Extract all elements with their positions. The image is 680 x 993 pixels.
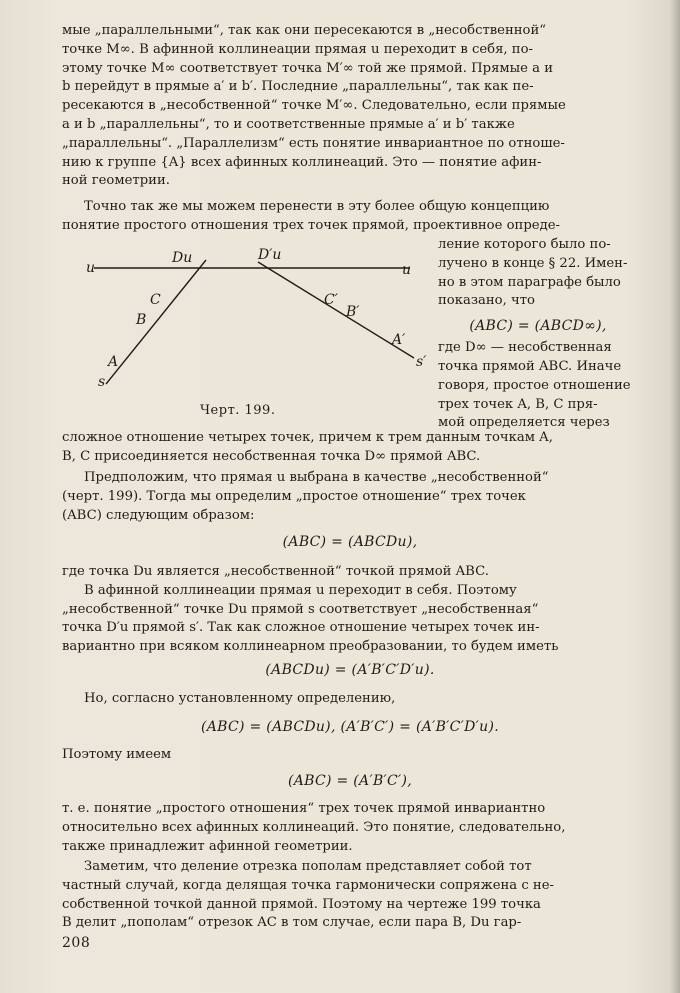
label-b: B	[136, 312, 147, 328]
text-line: точка D′u прямой s′. Так как сложное отношение четырех точек ин-	[62, 620, 540, 636]
paragraph-collineation	[62, 563, 638, 657]
formula-block-2	[62, 661, 638, 679]
text-line: (черт. 199). Тогда мы определим „простое отношение“ трех точек	[62, 488, 526, 504]
text-line: частный случай, когда делящая точка гармонически сопряжена с не-	[62, 877, 554, 893]
text-line: этому точке M∞ соответствует точка M′∞ той же прямой. Прямые a и	[62, 60, 553, 76]
text-line: показано, что	[438, 293, 535, 309]
formula-2: (ABCDu) = (A′B′C′D′u).	[265, 662, 435, 678]
figure-caption: Черт. 199.	[200, 403, 276, 418]
label-c: C	[150, 292, 161, 308]
formula-3: (ABC) = (ABCDu), (A′B′C′) = (A′B′C′D′u).	[200, 719, 499, 735]
text-line: Предположим, что прямая u выбрана в качестве „несобственной“	[84, 470, 549, 485]
text-line: относительно всех афинных коллинеаций. Это понятие, следовательно,	[62, 819, 566, 835]
side-text-column	[438, 236, 638, 433]
text-line: Точно так же мы можем перенести в эту более общую концепцию	[84, 199, 550, 214]
line-s	[106, 260, 206, 384]
page-edge-shadow	[670, 0, 680, 993]
formula-1: (ABC) = (ABCDu),	[282, 534, 418, 550]
text-line: нию к группе {A} всех афинных коллинеаций. Это — понятие афин-	[62, 154, 542, 170]
label-c-prime: C′	[324, 292, 338, 308]
text-line: вариантно при всяком коллинеарном преобразовании, то будем иметь	[62, 639, 559, 655]
text-line: В афинной коллинеации прямая u переходит в себя. Поэтому	[84, 582, 517, 598]
page-number: 208	[62, 935, 91, 951]
label-u-right: u	[402, 262, 412, 278]
text-line: Заметим, что деление отрезка пополам представляет собой тот	[84, 859, 532, 874]
label-d-u-prime: D′u	[258, 247, 282, 263]
label-a: A	[108, 354, 119, 370]
label-a-prime: A′	[392, 332, 406, 348]
text-line: Но, согласно установленному определению,	[84, 691, 396, 706]
figure-199	[80, 244, 432, 410]
text-line: ление которого было по-	[438, 237, 611, 252]
paragraph-simple-ratio-intro	[62, 198, 638, 236]
label-s-prime: s′	[416, 354, 427, 370]
text-line: мые „параллельными“, так как они пересекаются в „несобственной“	[62, 23, 547, 38]
text-line: где точка Du является „несобственной“ точкой прямой ABC.	[62, 564, 489, 579]
text-line: ной геометрии.	[62, 173, 170, 189]
paragraph-assumption	[62, 469, 638, 525]
text-line: понятие простого отношения трех точек прямой, проективное опреде-	[62, 217, 560, 233]
text-line: „несобственной“ точке Du прямой s соответствует „несобственная“	[62, 601, 539, 617]
text-line: (ABC) следующим образом:	[62, 507, 255, 523]
paragraph-bisection	[62, 858, 638, 933]
text-line: b перейдут в прямые a′ и b′. Последние „параллельны“, так как пе-	[62, 79, 534, 95]
text-line: но в этом параграфе было	[438, 274, 621, 290]
formula-block-3	[62, 718, 638, 736]
text-line: B делит „пополам“ отрезок AC в том случае, если пара B, Du гар-	[62, 915, 522, 931]
text-line: a и b „параллельны“, то и соответственные прямые a′ и b′ также	[62, 116, 515, 132]
label-b-prime: B′	[346, 304, 360, 320]
paragraph-parallelism	[62, 22, 638, 191]
paragraph-invariant	[62, 800, 638, 856]
line-s-prime	[258, 262, 414, 358]
label-d-u: Du	[172, 250, 193, 266]
text-line: Поэтому имеем	[62, 747, 172, 762]
text-line: точке M∞. В афинной коллинеации прямая u переходит в себя, по-	[62, 41, 533, 57]
formula-block-4	[62, 772, 638, 790]
paragraph-complex-ratio	[62, 429, 638, 467]
paragraph-therefore	[62, 746, 638, 765]
text-line: лучено в конце § 22. Имен-	[438, 255, 628, 271]
formula-block-1	[62, 533, 638, 551]
text-line: ресекаются в „несобственной“ точке M′∞. Следовательно, если прямые	[62, 98, 566, 114]
text-line: где D∞ — несобственная	[438, 340, 612, 356]
formula-4: (ABC) = (A′B′C′),	[287, 773, 413, 789]
label-u-left: u	[86, 260, 96, 276]
text-line: собственной точкой данной прямой. Поэтому на чертеже 199 точка	[62, 896, 541, 912]
text-line: трех точек A, B, C пря-	[438, 396, 598, 412]
text-line: B, C присоединяется несобственная точка D∞ прямой ABC.	[62, 448, 481, 464]
paragraph-definition	[62, 690, 638, 709]
text-line: также принадлежит афинной геометрии.	[62, 838, 353, 854]
formula-side: (ABC) = (ABCD∞),	[469, 318, 607, 335]
text-line: т. е. понятие „простого отношения“ трех точек прямой инвариантно	[62, 801, 546, 816]
label-s: s	[98, 374, 106, 390]
text-line: точка прямой ABC. Иначе	[438, 358, 622, 374]
text-line: „параллельны“. „Параллелизм“ есть понятие инвариантное по отноше-	[62, 135, 565, 151]
figure-diagram	[80, 244, 432, 410]
text-line: сложное отношение четырех точек, причем к трем данным точкам A,	[62, 430, 553, 445]
text-line: говоря, простое отношение	[438, 377, 631, 393]
text-line: мой определяется через	[438, 415, 610, 431]
